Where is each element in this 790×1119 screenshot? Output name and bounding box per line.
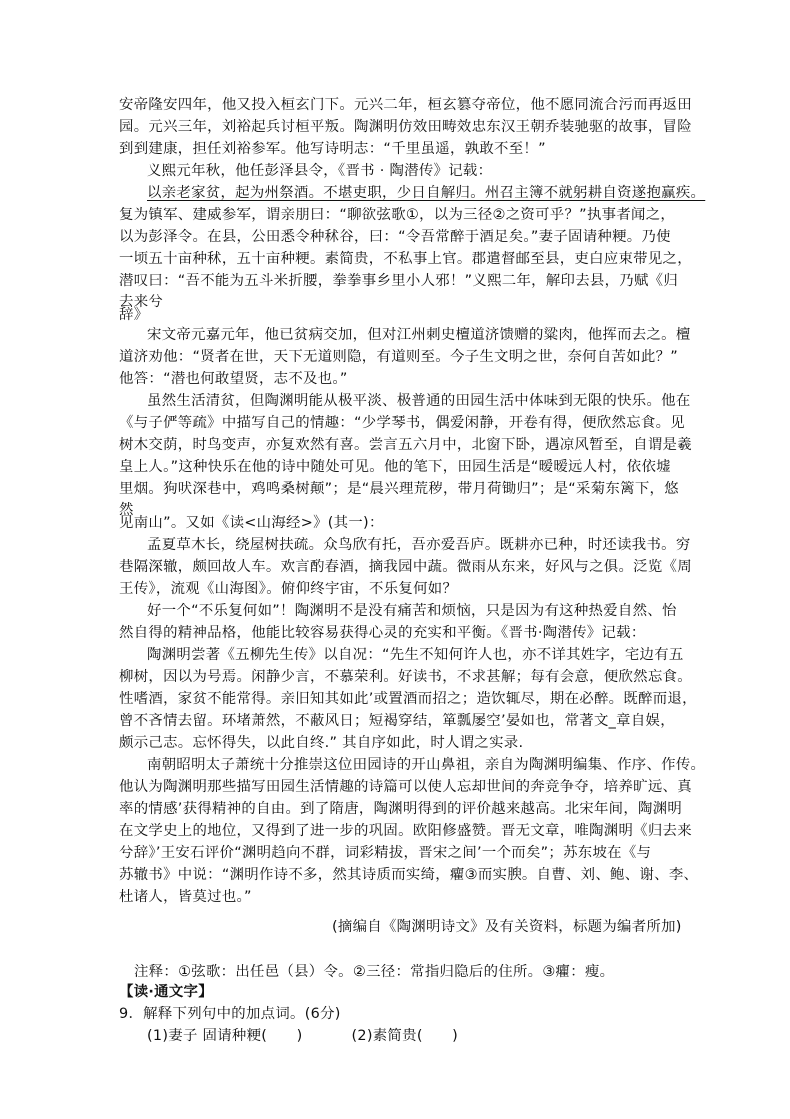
source-attribution: (摘编自《陶渊明诗文》及有关资料，标题为编者所加) (332, 919, 682, 935)
text-line: 孟夏草木长，绕屋树扶疏。众鸟欣有托，吾亦爱吾庐。既耕亦已种，时还读我书。穷 (147, 537, 691, 553)
text-line: 杜诸人，皆莫过也。” (119, 889, 252, 905)
text-line: 一顷五十亩种秫，五十亩种粳。素简贵，不私事上官。郡遣督邮至县，吏白应束带见之， (119, 251, 692, 267)
text-line: 去来兮 (119, 294, 164, 310)
text-line: 兮辞》’王安石评价“渊明趋向不群，词彩精拔，晋宋之间’一个而矣”；苏东坡在《与 (119, 845, 652, 861)
text-line: 陶渊明尝著《五柳先生传》以自况：“先生不知何许人也，亦不详其姓字，宅边有五 (147, 647, 684, 663)
text-line: 辞》 (119, 307, 149, 323)
text-line: 潜叹曰：“吾不能为五斗米折腰，拳拳事乡里小人邪！”义熙二年，解印去县，乃赋《归 (119, 273, 679, 289)
text-line: 南朝昭明太子萧统十分推崇这位田园诗的开山鼻祖，亲自为陶渊明编集、作序、作传。 (147, 757, 706, 773)
text-line: 在文学史上的地位，又得到了进一步的巩固。欧阳修盛赞。晋无文章，唯陶渊明《归去来 (119, 823, 692, 839)
text-line: 虽然生活清贫，但陶渊明能从极平淡、极普通的田园生活中体味到无限的快乐。他在 (147, 393, 691, 409)
text-line: 见南山”。又如《读<山海经>》(其一)： (119, 515, 384, 531)
text-line: 巷隔深辙，颇回故人车。欢言酌春酒，摘我园中蔬。微雨从东来，好风与之俱。泛览《周 (119, 559, 692, 575)
text-line: 《与子俨等疏》中描写自己的情趣：“少学琴书，偶爱闲静，开卷有得，便欣然忘食。见 (119, 415, 686, 431)
text-line: 他答：“潜也何敢望贤，志不及也。” (119, 371, 348, 387)
text-line: 颇示己志。忘怀得失，以此自终.” 其自序如此，时人谓之实录. (119, 735, 524, 751)
text-line: 道济劝他：“贤者在世，天下无道则隐，有道则至。今子生文明之世，奈何自苦如此？” (119, 349, 679, 365)
text-line: 王传》，流观《山海图》。俯仰终宇宙，不乐复何如？ (119, 581, 458, 597)
text-line: 然自得的精神品格，他能比较容易获得心灵的充实和平衡。《晋书·陶潜传》记载： (119, 625, 646, 641)
text-line: 好一个“不乐复何如”！陶渊明不是没有痛苦和烦恼，只是因为有这种热爱自然、怡 (147, 603, 677, 619)
text-line: 率的情感’获得精神的自由。到了隋唐，陶渊明得到的评价越来越高。北宋年间，陶渊明 (119, 801, 683, 817)
text-line: 皇上人。”这种快乐在他的诗中随处可见。他的笔下，田园生活是“暧暧远人村，依依墟 (119, 459, 671, 475)
text-line: 性嗜酒，家贫不能常得。亲旧知其如此’或置酒而招之；造饮辄尽，期在必醉。既醉而退， (119, 691, 697, 707)
text-line: 以为彭泽令。在县，公田悉令种秫谷，曰：“令吾常醉于酒足矣。”妻子固请种粳。乃使 (119, 229, 671, 245)
text-line: 树木交荫，时鸟变声，亦复欢然有喜。尝言五六月中，北窗下卧，遇凉风暂至，自谓是羲 (119, 437, 692, 453)
text-line: 里烟。狗吠深巷中，鸡鸣桑树颠”；是“晨兴理荒秽，带月荷锄归”；是“采菊东篱下，悠 (119, 481, 679, 497)
footnotes: 注释：①弦歌：出任邑（县）令。②三径：常指归隐后的住所。③癯：瘦。 (134, 964, 615, 980)
section-heading: 【读·通文字】 (119, 984, 213, 1000)
text-line: 苏辙书》中说：“渊明作诗不多，然其诗质而实绮，癯③而实腴。自曹、刘、鲍、谢、李、 (119, 867, 699, 883)
text-line: 复为镇军、建威参军，谓亲朋曰：“聊欲弦歌①，以为三径②之资可乎？”执事者闻之， (119, 207, 676, 223)
text-line: 义熙元年秋，他任彭泽县令，《晋书 · 陶潜传》记载： (147, 163, 493, 179)
text-line: 他认为陶渊明那些描写田园生活情趣的诗篇可以使人忘却世间的奔竞争夺，培养旷远、真 (119, 779, 692, 795)
question-items: (1)妻子 固请种粳( ) (2)素简贵( ) (147, 1028, 459, 1044)
text-line: 柳树，因以为号焉。闲静少言，不慕荣利。好读书，不求甚解；每有会意，便欣然忘食。 (119, 669, 692, 685)
text-line: 宋文帝元嘉元年，他已贫病交加，但对江州刺史檀道济馈赠的粱肉，他挥而去之。檀 (147, 327, 691, 343)
text-line: 到到建康，担任刘裕参军。他写诗明志：“千里虽遥，孰敢不至！” (119, 141, 546, 157)
underlined-line: 以亲老家贫，起为州祭酒。不堪吏职，少日自解归。州召主簿不就躬耕自资遂抱赢疾。 (147, 185, 706, 201)
text-line: 园。元兴三年，刘裕起兵讨桓平叛。陶渊明仿效田畴效忠东汉王朝乔装驰驱的故事，冒险 (119, 119, 692, 135)
text-line: 曾不吝情去留。环堵萧然，不蔽风日；短褐穿结，箪瓢屡空’晏如也，常著文_章自娱， (119, 713, 675, 729)
text-line: 然 (119, 502, 134, 518)
text-line: 安帝隆安四年，他又投入桓玄门下。元兴二年，桓玄篡夺帝位，他不愿同流合污而再返田 (119, 97, 692, 113)
question-9: 9．解释下列句中的加点词。(6分) (119, 1006, 341, 1022)
